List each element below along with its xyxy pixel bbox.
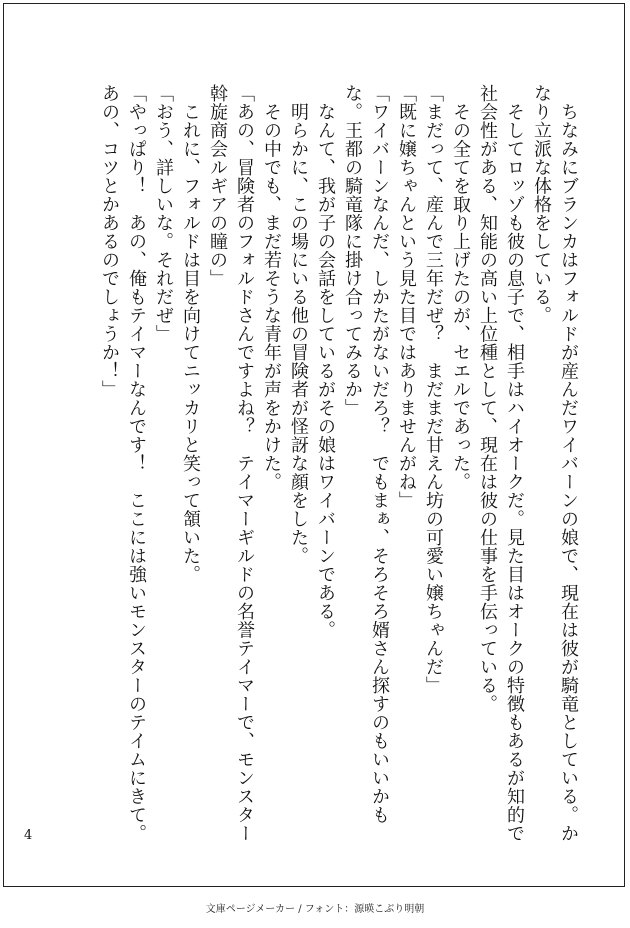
paragraph-3: その全てを取り上げたのが、セエルであった。 [450,84,471,491]
paragraph-10: 「あの、冒険者のフォルドさんですよね？ テイマーギルドの名誉テイマーで、モンスター斡旋商会ルギアの瞳の」 [207,84,255,843]
paragraph-8: 明らかに、この場にいる他の冒険者が怪訝な顔をした。 [288,84,309,565]
paragraph-6: 「ワイバーンなんだ、しかたがないだろ？ でもまぁ、そろそろ婿さん探すのもいいかもな。王都の騎竜隊に掛け合ってみるか」 [342,84,390,824]
paragraph-4: 「まだって、産んで三年だぜ？ まだまだ甘えん坊の可愛い嬢ちゃんだ」 [423,84,444,695]
paragraph-13: 「やっぱり！ あの、俺もテイマーなんです！ ここには強いモンスターのテイムにきて。あの、コツとかあるのでしょうか！」 [99,84,147,843]
paragraph-12: 「おう、詳しいな。それだぜ」 [153,84,174,343]
paragraph-9: その中でも、まだ若そうな青年が声をかけた。 [261,84,282,491]
footer-credit: 文庫ページメーカー / フォント：源暎こぶり明朝 [205,904,425,915]
vertical-text-body [22,84,582,844]
paragraph-11: これに、フォルドは目を向けてニッカリと笑って頷いた。 [180,84,201,584]
page-frame [3,3,625,887]
paragraph-1: ちなみにブランカはフォルドが産んだワイバーンの娘で、現在は彼が騎竜としている。かなり立派な体格をしている。 [531,84,579,843]
page-number: 4 [24,828,33,843]
paragraph-7: なんて、我が子の会話をしているがその娘はワイバーンである。 [315,84,336,639]
paragraph-2: そしてロッゾも彼の息子で、相手はハイオークだ。見た目はオークの特徴もあるが知的で社会性がある、知能の高い上位種として、現在は彼の仕事を手伝っている。 [477,84,525,843]
paragraph-5: 「既に嬢ちゃんという見た目ではありませんがね」 [396,84,417,510]
